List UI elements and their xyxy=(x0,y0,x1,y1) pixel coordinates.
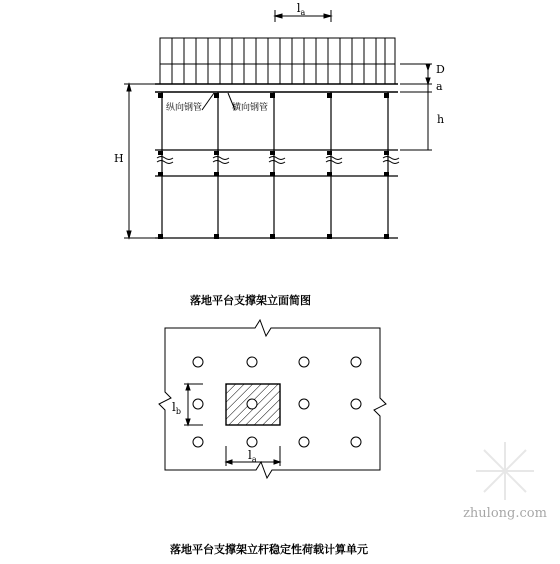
plan-diagram xyxy=(159,320,386,478)
break-marks xyxy=(157,157,399,164)
dimension-H xyxy=(124,84,155,238)
vertical-posts xyxy=(162,92,388,238)
label-longitudinal-tube: 纵向钢管 xyxy=(166,103,203,113)
label-transverse-tube: 横向钢管 xyxy=(232,103,269,113)
formwork-grid xyxy=(160,38,395,84)
watermark-text: zhulong.com xyxy=(463,506,547,521)
leader-longitudinal xyxy=(202,93,214,110)
elevation-label-la: $l_a$ xyxy=(296,1,306,17)
center-post xyxy=(247,399,257,409)
plan-label-lb: $l_b$ xyxy=(172,400,181,416)
plan-caption: 落地平台支撑架立杆稳定性荷载计算单元 xyxy=(170,543,368,556)
elevation-caption: 落地平台支撑架立面简图 xyxy=(190,294,311,307)
elevation-label-D: D xyxy=(436,63,445,76)
elevation-label-a: a xyxy=(436,80,443,93)
watermark-logo xyxy=(463,442,547,521)
dimension-right xyxy=(400,64,432,150)
elevation-label-h: h xyxy=(437,113,445,126)
plan-label-la: $l_a$ xyxy=(248,448,257,464)
elevation-diagram xyxy=(124,10,432,239)
elevation-label-H: H xyxy=(114,152,124,165)
horizontal-ledgers xyxy=(155,150,398,238)
